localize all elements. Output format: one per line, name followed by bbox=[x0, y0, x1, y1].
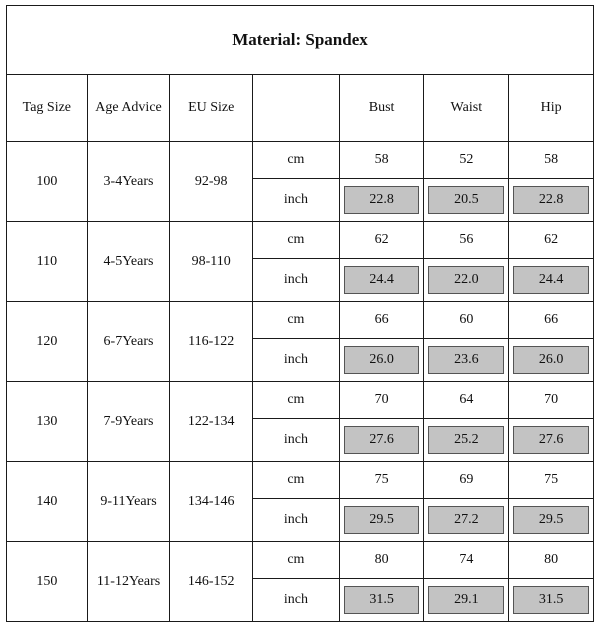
tag-size-cell: 150 bbox=[7, 542, 88, 622]
unit-inch-cell: inch bbox=[253, 179, 340, 222]
age-advice-cell: 6-7Years bbox=[87, 302, 170, 382]
hip-inch-cell bbox=[509, 579, 594, 622]
hip-inch-cell bbox=[509, 179, 594, 222]
eu-size-cell: 98-110 bbox=[170, 222, 253, 302]
bust-cm-cell: 62 bbox=[339, 222, 424, 259]
header-tag-size: Tag Size bbox=[7, 75, 88, 142]
age-advice-cell: 4-5Years bbox=[87, 222, 170, 302]
size-chart-table bbox=[6, 5, 594, 622]
bust-inch-value: 24.4 bbox=[344, 266, 420, 294]
unit-cm-cell: cm bbox=[253, 142, 340, 179]
eu-size-cell: 134-146 bbox=[170, 462, 253, 542]
waist-cm-cell: 69 bbox=[424, 462, 509, 499]
bust-inch-cell bbox=[339, 579, 424, 622]
waist-inch-cell bbox=[424, 339, 509, 382]
age-advice-cell: 3-4Years bbox=[87, 142, 170, 222]
waist-cm-cell: 60 bbox=[424, 302, 509, 339]
hip-cm-cell: 58 bbox=[509, 142, 594, 179]
unit-cm-cell: cm bbox=[253, 222, 340, 259]
hip-inch-value: 26.0 bbox=[513, 346, 589, 374]
waist-inch-value: 25.2 bbox=[428, 426, 504, 454]
bust-cm-cell: 70 bbox=[339, 382, 424, 419]
age-advice-cell: 7-9Years bbox=[87, 382, 170, 462]
unit-cm-cell: cm bbox=[253, 542, 340, 579]
bust-inch-value: 27.6 bbox=[344, 426, 420, 454]
waist-cm-cell: 74 bbox=[424, 542, 509, 579]
size-row-cm bbox=[7, 222, 594, 259]
header-age-advice: Age Advice bbox=[87, 75, 170, 142]
unit-cm-cell: cm bbox=[253, 302, 340, 339]
age-advice-cell: 11-12Years bbox=[87, 542, 170, 622]
header-hip: Hip bbox=[509, 75, 594, 142]
bust-cm-cell: 80 bbox=[339, 542, 424, 579]
hip-cm-cell: 70 bbox=[509, 382, 594, 419]
waist-cm-cell: 64 bbox=[424, 382, 509, 419]
eu-size-cell: 116-122 bbox=[170, 302, 253, 382]
bust-inch-cell bbox=[339, 499, 424, 542]
header-row bbox=[7, 75, 594, 142]
waist-inch-value: 20.5 bbox=[428, 186, 504, 214]
hip-inch-value: 31.5 bbox=[513, 586, 589, 614]
hip-cm-cell: 66 bbox=[509, 302, 594, 339]
eu-size-cell: 146-152 bbox=[170, 542, 253, 622]
unit-inch-cell: inch bbox=[253, 499, 340, 542]
hip-inch-cell bbox=[509, 339, 594, 382]
hip-cm-cell: 80 bbox=[509, 542, 594, 579]
eu-size-cell: 92-98 bbox=[170, 142, 253, 222]
waist-inch-cell bbox=[424, 579, 509, 622]
tag-size-cell: 140 bbox=[7, 462, 88, 542]
hip-inch-cell bbox=[509, 419, 594, 462]
bust-inch-cell bbox=[339, 259, 424, 302]
bust-inch-value: 31.5 bbox=[344, 586, 420, 614]
unit-inch-cell: inch bbox=[253, 339, 340, 382]
size-row-cm bbox=[7, 382, 594, 419]
tag-size-cell: 100 bbox=[7, 142, 88, 222]
header-eu-size: EU Size bbox=[170, 75, 253, 142]
header-waist: Waist bbox=[424, 75, 509, 142]
header-unit bbox=[253, 75, 340, 142]
size-chart-frame bbox=[6, 5, 594, 607]
bust-inch-cell bbox=[339, 179, 424, 222]
hip-inch-value: 27.6 bbox=[513, 426, 589, 454]
hip-inch-value: 29.5 bbox=[513, 506, 589, 534]
bust-cm-cell: 75 bbox=[339, 462, 424, 499]
bust-inch-value: 29.5 bbox=[344, 506, 420, 534]
waist-inch-value: 22.0 bbox=[428, 266, 504, 294]
bust-inch-cell bbox=[339, 339, 424, 382]
bust-cm-cell: 58 bbox=[339, 142, 424, 179]
bust-inch-value: 26.0 bbox=[344, 346, 420, 374]
bust-inch-cell bbox=[339, 419, 424, 462]
hip-inch-value: 22.8 bbox=[513, 186, 589, 214]
waist-inch-value: 29.1 bbox=[428, 586, 504, 614]
hip-cm-cell: 75 bbox=[509, 462, 594, 499]
size-row-cm bbox=[7, 542, 594, 579]
size-row-cm bbox=[7, 302, 594, 339]
tag-size-cell: 110 bbox=[7, 222, 88, 302]
bust-cm-cell: 66 bbox=[339, 302, 424, 339]
unit-inch-cell: inch bbox=[253, 419, 340, 462]
eu-size-cell: 122-134 bbox=[170, 382, 253, 462]
bust-inch-value: 22.8 bbox=[344, 186, 420, 214]
waist-cm-cell: 52 bbox=[424, 142, 509, 179]
hip-inch-cell bbox=[509, 499, 594, 542]
waist-inch-cell bbox=[424, 179, 509, 222]
hip-inch-cell bbox=[509, 259, 594, 302]
header-bust: Bust bbox=[339, 75, 424, 142]
unit-inch-cell: inch bbox=[253, 259, 340, 302]
waist-inch-cell bbox=[424, 259, 509, 302]
waist-inch-cell bbox=[424, 419, 509, 462]
unit-cm-cell: cm bbox=[253, 462, 340, 499]
size-row-cm bbox=[7, 142, 594, 179]
waist-inch-value: 23.6 bbox=[428, 346, 504, 374]
unit-cm-cell: cm bbox=[253, 382, 340, 419]
hip-inch-value: 24.4 bbox=[513, 266, 589, 294]
waist-inch-value: 27.2 bbox=[428, 506, 504, 534]
chart-title: Material: Spandex bbox=[7, 6, 594, 75]
title-row bbox=[7, 6, 594, 75]
waist-inch-cell bbox=[424, 499, 509, 542]
tag-size-cell: 130 bbox=[7, 382, 88, 462]
age-advice-cell: 9-11Years bbox=[87, 462, 170, 542]
unit-inch-cell: inch bbox=[253, 579, 340, 622]
size-row-cm bbox=[7, 462, 594, 499]
tag-size-cell: 120 bbox=[7, 302, 88, 382]
hip-cm-cell: 62 bbox=[509, 222, 594, 259]
waist-cm-cell: 56 bbox=[424, 222, 509, 259]
